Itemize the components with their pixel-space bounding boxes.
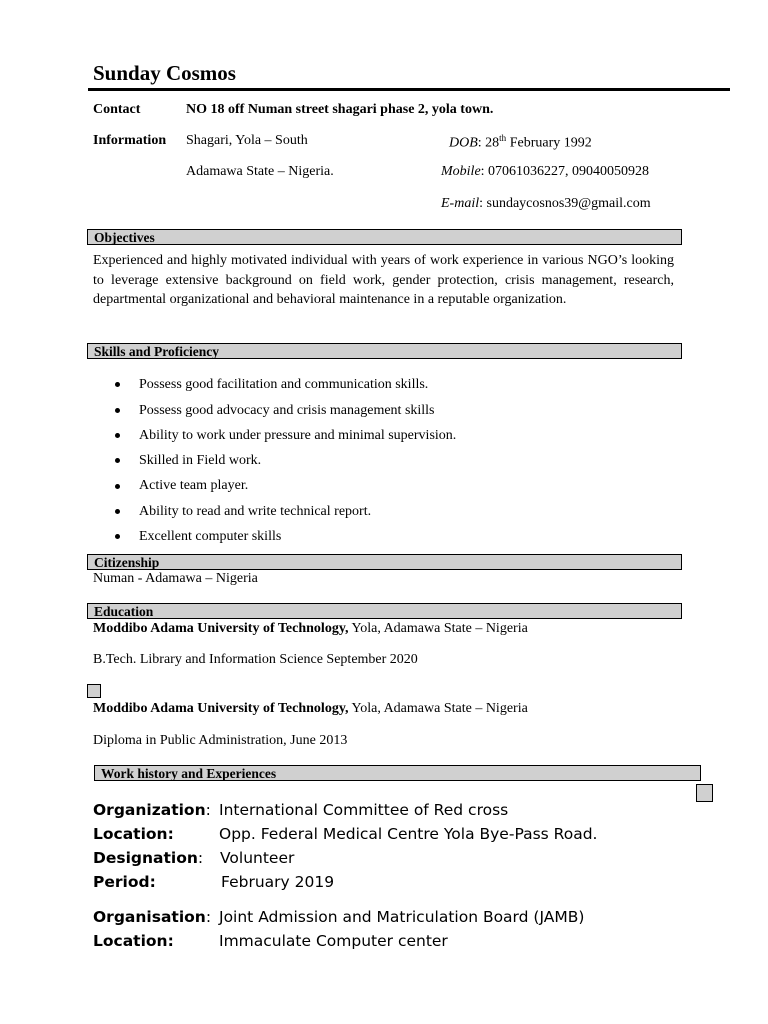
dob-line: DOB: 28th February 1992 <box>449 133 592 151</box>
skill-item: Ability to work under pressure and minimal supervision. <box>139 428 457 443</box>
dob-suffix: th <box>499 133 507 143</box>
email-line: E-mail: sundaycosnos39@gmail.com <box>441 196 651 211</box>
job1-loc-value: Opp. Federal Medical Centre Yola Bye-Pass Road. <box>219 825 598 843</box>
job1-org-label: Organization <box>93 801 206 819</box>
job1-org-value: International Committee of Red cross <box>219 801 509 819</box>
institution-name: Moddibo Adama University of Technology, <box>93 621 349 636</box>
qualification-2: Diploma in Public Administration, June 2013 <box>93 733 348 748</box>
address-line-1: NO 18 off Numan street shagari phase 2, yola town. <box>186 102 494 117</box>
job2-org-label: Organisation <box>93 908 206 926</box>
qualification-1: B.Tech. Library and Information Science September 2020 <box>93 652 418 667</box>
bullet-icon <box>113 532 121 540</box>
information-label: Information <box>93 133 167 148</box>
mobile-line: Mobile: 07061036227, 09040050928 <box>441 164 650 179</box>
objectives-text: Experienced and highly motivated individual with years of work experience in various NGO’s looking to leverage extensive background on field work, gender protection, crisis management, research, departmental organizational and behavioral maintenance in a reputable organization. <box>93 253 674 308</box>
skill-item: Skilled in Field work. <box>139 453 262 468</box>
institution-location: Yola, Adamawa State – Nigeria <box>348 621 528 636</box>
bullet-icon <box>113 380 121 388</box>
job2-org-label-line: Organisation: <box>93 908 212 926</box>
bullet-icon <box>113 431 121 439</box>
dob-rest: February 1992 <box>506 135 592 151</box>
skill-item: Ability to read and write technical report. <box>139 504 372 519</box>
job1-period-label: Period: <box>93 873 156 891</box>
bullet-icon <box>113 456 121 464</box>
dob-label: DOB <box>449 135 478 151</box>
bullet-icon <box>113 507 121 515</box>
job2-loc-value: Immaculate Computer center <box>219 932 448 950</box>
institution-name: Moddibo Adama University of Technology, <box>93 701 349 716</box>
email-value: sundaycosnos39@gmail.com <box>486 196 651 211</box>
job2-loc-label: Location: <box>93 932 174 950</box>
job1-des-value: Volunteer <box>220 849 295 867</box>
objectives-heading: Objectives <box>87 229 682 245</box>
bullet-icon <box>113 406 121 414</box>
education-heading: Education <box>87 603 682 619</box>
name-divider <box>88 88 730 91</box>
skill-item: Possess good advocacy and crisis management skills <box>139 403 435 418</box>
education-entry-2 <box>93 701 528 717</box>
job1-loc-label: Location: <box>93 825 174 843</box>
empty-box <box>696 784 713 802</box>
address-line-2: Shagari, Yola – South <box>186 133 308 148</box>
work-heading: Work history and Experiences <box>94 765 701 781</box>
bullet-icon <box>113 482 121 490</box>
citizenship-heading: Citizenship <box>87 554 682 570</box>
job2-org-value: Joint Admission and Matriculation Board (JAMB) <box>219 908 585 926</box>
job1-des-label-line: Designation: <box>93 849 204 867</box>
mobile-label: Mobile <box>441 164 481 179</box>
empty-box <box>87 684 101 698</box>
institution-location: Yola, Adamawa State – Nigeria <box>348 701 528 716</box>
education-entry-1 <box>93 621 528 637</box>
address-line-3: Adamawa State – Nigeria. <box>186 164 334 179</box>
skills-heading: Skills and Proficiency <box>87 343 682 359</box>
skill-item: Possess good facilitation and communication skills. <box>139 377 429 392</box>
contact-label: Contact <box>93 102 141 117</box>
job1-org-label-line: Organization: <box>93 801 211 819</box>
job1-des-label: Designation <box>93 849 198 867</box>
email-label: E-mail <box>441 196 480 211</box>
skill-item: Active team player. <box>139 478 249 493</box>
citizenship-value: Numan - Adamawa – Nigeria <box>93 571 258 586</box>
skill-item: Excellent computer skills <box>139 529 282 544</box>
mobile-value: 07061036227, 09040050928 <box>488 164 650 179</box>
dob-day: 28 <box>485 135 500 151</box>
job1-period-value: February 2019 <box>221 873 335 891</box>
resume-name: Sunday Cosmos <box>93 61 236 85</box>
